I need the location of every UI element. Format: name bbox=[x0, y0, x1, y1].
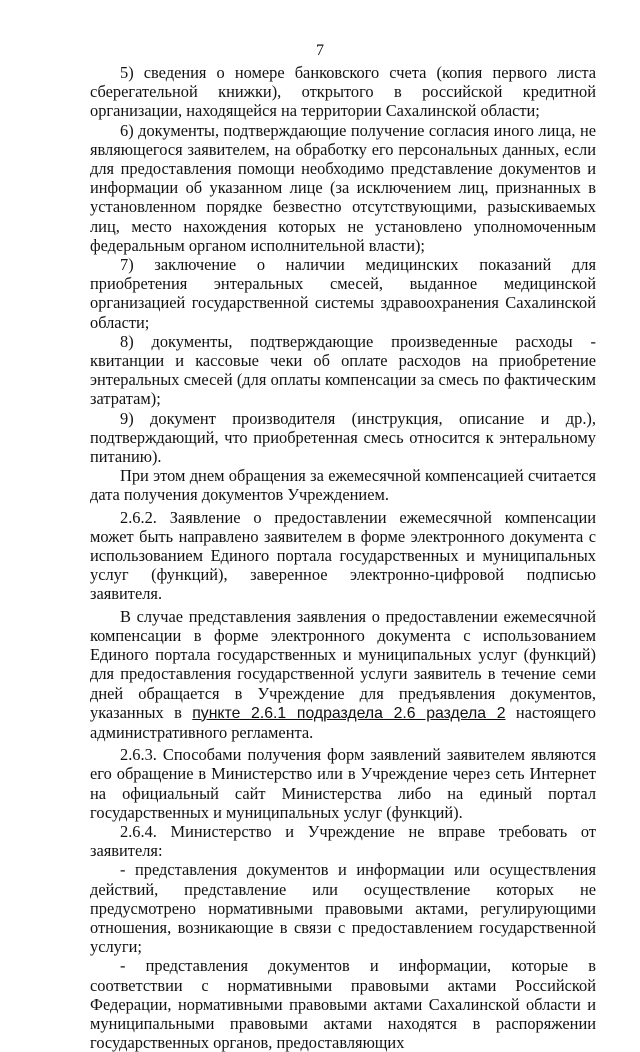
regulation-reference-link[interactable]: пункте 2.6.1 подраздела 2.6 раздела 2 bbox=[192, 704, 506, 722]
paragraph-item-9: 9) документ производителя (инструкция, описание и др.), подтверждающий, что приобретенная смесь относится к энтеральному питанию). bbox=[90, 408, 596, 467]
paragraph-text-after-link: настоящего административного регламента. bbox=[90, 702, 597, 742]
paragraph-item-8: 8) документы, подтверждающие произведенные расходы - квитанции и кассовые чеки об оплате расходов на приобретение энтеральных смесей (для оплаты компенсации за смесь по фактическим затратам); bbox=[90, 331, 596, 409]
document-body bbox=[90, 63, 596, 1052]
page-number: 7 bbox=[316, 42, 324, 59]
paragraph-2-6-3: 2.6.3. Способами получения форм заявлений заявителем являются его обращение в Министерство или в Учреждение через сеть Интернет на официальный сайт Министерства либо на единый портал государственных и муниципальных услуг (функций). bbox=[90, 745, 596, 822]
paragraph-item-7: 7) заключение о наличии медицинских показаний для приобретения энтеральных смесей, выданное медицинской организацией государственной системы здравоохранения Сахалинской области; bbox=[90, 255, 596, 332]
paragraph-requirement-2: - представления документов и информации, которые в соответствии с нормативными правовыми актами Российской Федерации, нормативными правовыми актами Сахалинской области и муниципальными правовыми актами находятся в распоряжении государственных органов, предоставляющих bbox=[90, 956, 596, 1052]
paragraph-2-6-4: 2.6.4. Министерство и Учреждение не вправе требовать от заявителя: bbox=[90, 821, 596, 861]
paragraph-electronic-submission bbox=[90, 607, 596, 742]
paragraph-2-6-2: 2.6.2. Заявление о предоставлении ежемесячной компенсации может быть направлено заявителем в форме электронного документа с использованием Единого портала государственных и муниципальных услуг (функций), заверенное электронно-цифровой подписью заявителя. bbox=[90, 507, 596, 604]
paragraph-requirement-1: - представления документов и информации или осуществления действий, представление или осуществление которых не предусмотрено нормативными правовыми актами, регулирующими отношения, возникающие в связи с предоставлением государственной услуги; bbox=[90, 860, 596, 957]
paragraph-text-before-link: В случае представления заявления о предоставлении ежемесячной компенсации в форме электронного документа с использованием Единого портала государственных и муниципальных услуг (функций) для предоставления государственной услуги заявитель в течение семи дней обращается в Учреждение для предъявления документов, указанных в bbox=[90, 606, 596, 722]
paragraph-item-5: 5) сведения о номере банковского счета (копия первого листа сберегательной книжки), открытого в российской кредитной организации, находящейся на территории Сахалинской области; bbox=[90, 63, 596, 121]
paragraph-application-date: При этом днем обращения за ежемесячной компенсацией считается дата получения документов Учреждением. bbox=[90, 466, 596, 505]
paragraph-item-6: 6) документы, подтверждающие получение согласия иного лица, не являющегося заявителем, на обработку его персональных данных, если для предоставления помощи необходимо представление документов и информации об указанном лице (за исключением лиц, признанных в установленном порядке безвестно отсутствующими, разыскиваемых лиц, место нахождения которых не установлено уполномоченным федеральным органом исполнительной власти); bbox=[90, 120, 596, 255]
